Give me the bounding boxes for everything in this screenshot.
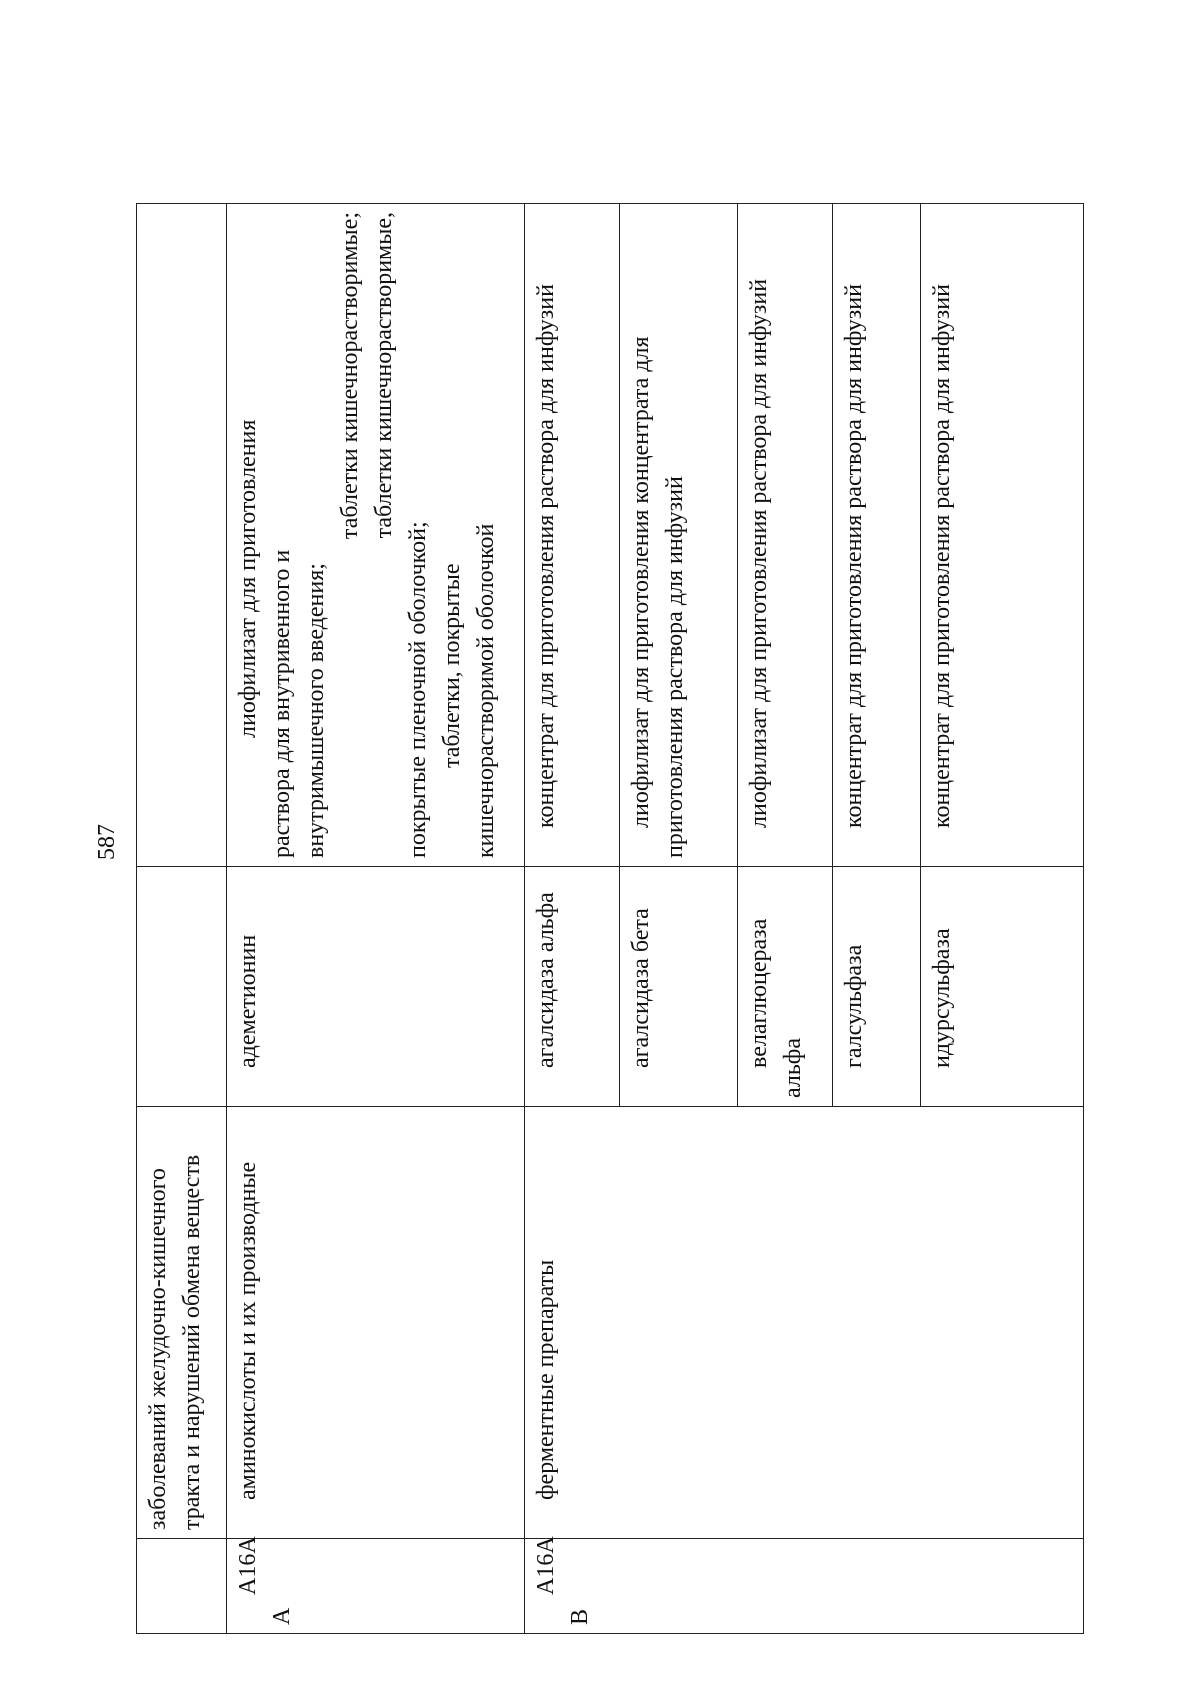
drug-cell: галсульфаза xyxy=(833,867,921,1107)
group-cell: аминокислоты и их производные xyxy=(227,1107,525,1539)
form-line: внутримышечного введения; xyxy=(303,563,329,858)
form-cell: концентрат для приготовления раствора для инфузий xyxy=(833,204,921,867)
rotated-table-wrapper xyxy=(136,204,1084,1634)
form-cell: концентрат для приготовления раствора для инфузий xyxy=(525,204,620,867)
group-cell: ферментные препараты xyxy=(525,1107,1084,1539)
code-cell: А16А А xyxy=(227,1539,525,1634)
form-cell xyxy=(137,204,227,867)
form-line: лиофилизат для приготовления xyxy=(235,419,261,738)
drug-cell: адеметионин xyxy=(227,867,525,1107)
form-cell: лиофилизат для приготовления концентрата для приготовления раствора для инфузий xyxy=(620,204,738,867)
form-line: раствора для внутривенного и xyxy=(269,549,295,858)
form-cell xyxy=(227,204,525,867)
group-cell: заболеваний желудочно-кишечного тракта и нарушений обмена веществ xyxy=(137,1107,227,1539)
code-cell: А16А В xyxy=(525,1539,1084,1634)
drug-cell: агалсидаза альфа xyxy=(525,867,620,1107)
drug-cell: велаглюцераза альфа xyxy=(738,867,833,1107)
drug-cell: идурсульфаза xyxy=(921,867,1084,1107)
form-line: кишечнорастворимой оболочкой xyxy=(473,523,499,858)
code-cell xyxy=(137,1539,227,1634)
form-line: покрытые пленочной оболочкой; xyxy=(405,521,431,858)
form-line: таблетки кишечнорастворимые, xyxy=(371,212,397,539)
drug-cell: агалсидаза бета xyxy=(620,867,738,1107)
form-cell: концентрат для приготовления раствора для инфузий xyxy=(921,204,1084,867)
table-row xyxy=(525,204,620,1634)
table-row xyxy=(227,204,525,1634)
drug-table xyxy=(136,203,1084,1634)
form-cell: лиофилизат для приготовления раствора для инфузий xyxy=(738,204,833,867)
form-line: таблетки кишечнорастворимые; xyxy=(337,212,363,540)
table-row xyxy=(137,204,227,1634)
form-line: таблетки, покрытые xyxy=(439,563,465,768)
drug-cell xyxy=(137,867,227,1107)
page-number: 587 xyxy=(94,824,120,860)
